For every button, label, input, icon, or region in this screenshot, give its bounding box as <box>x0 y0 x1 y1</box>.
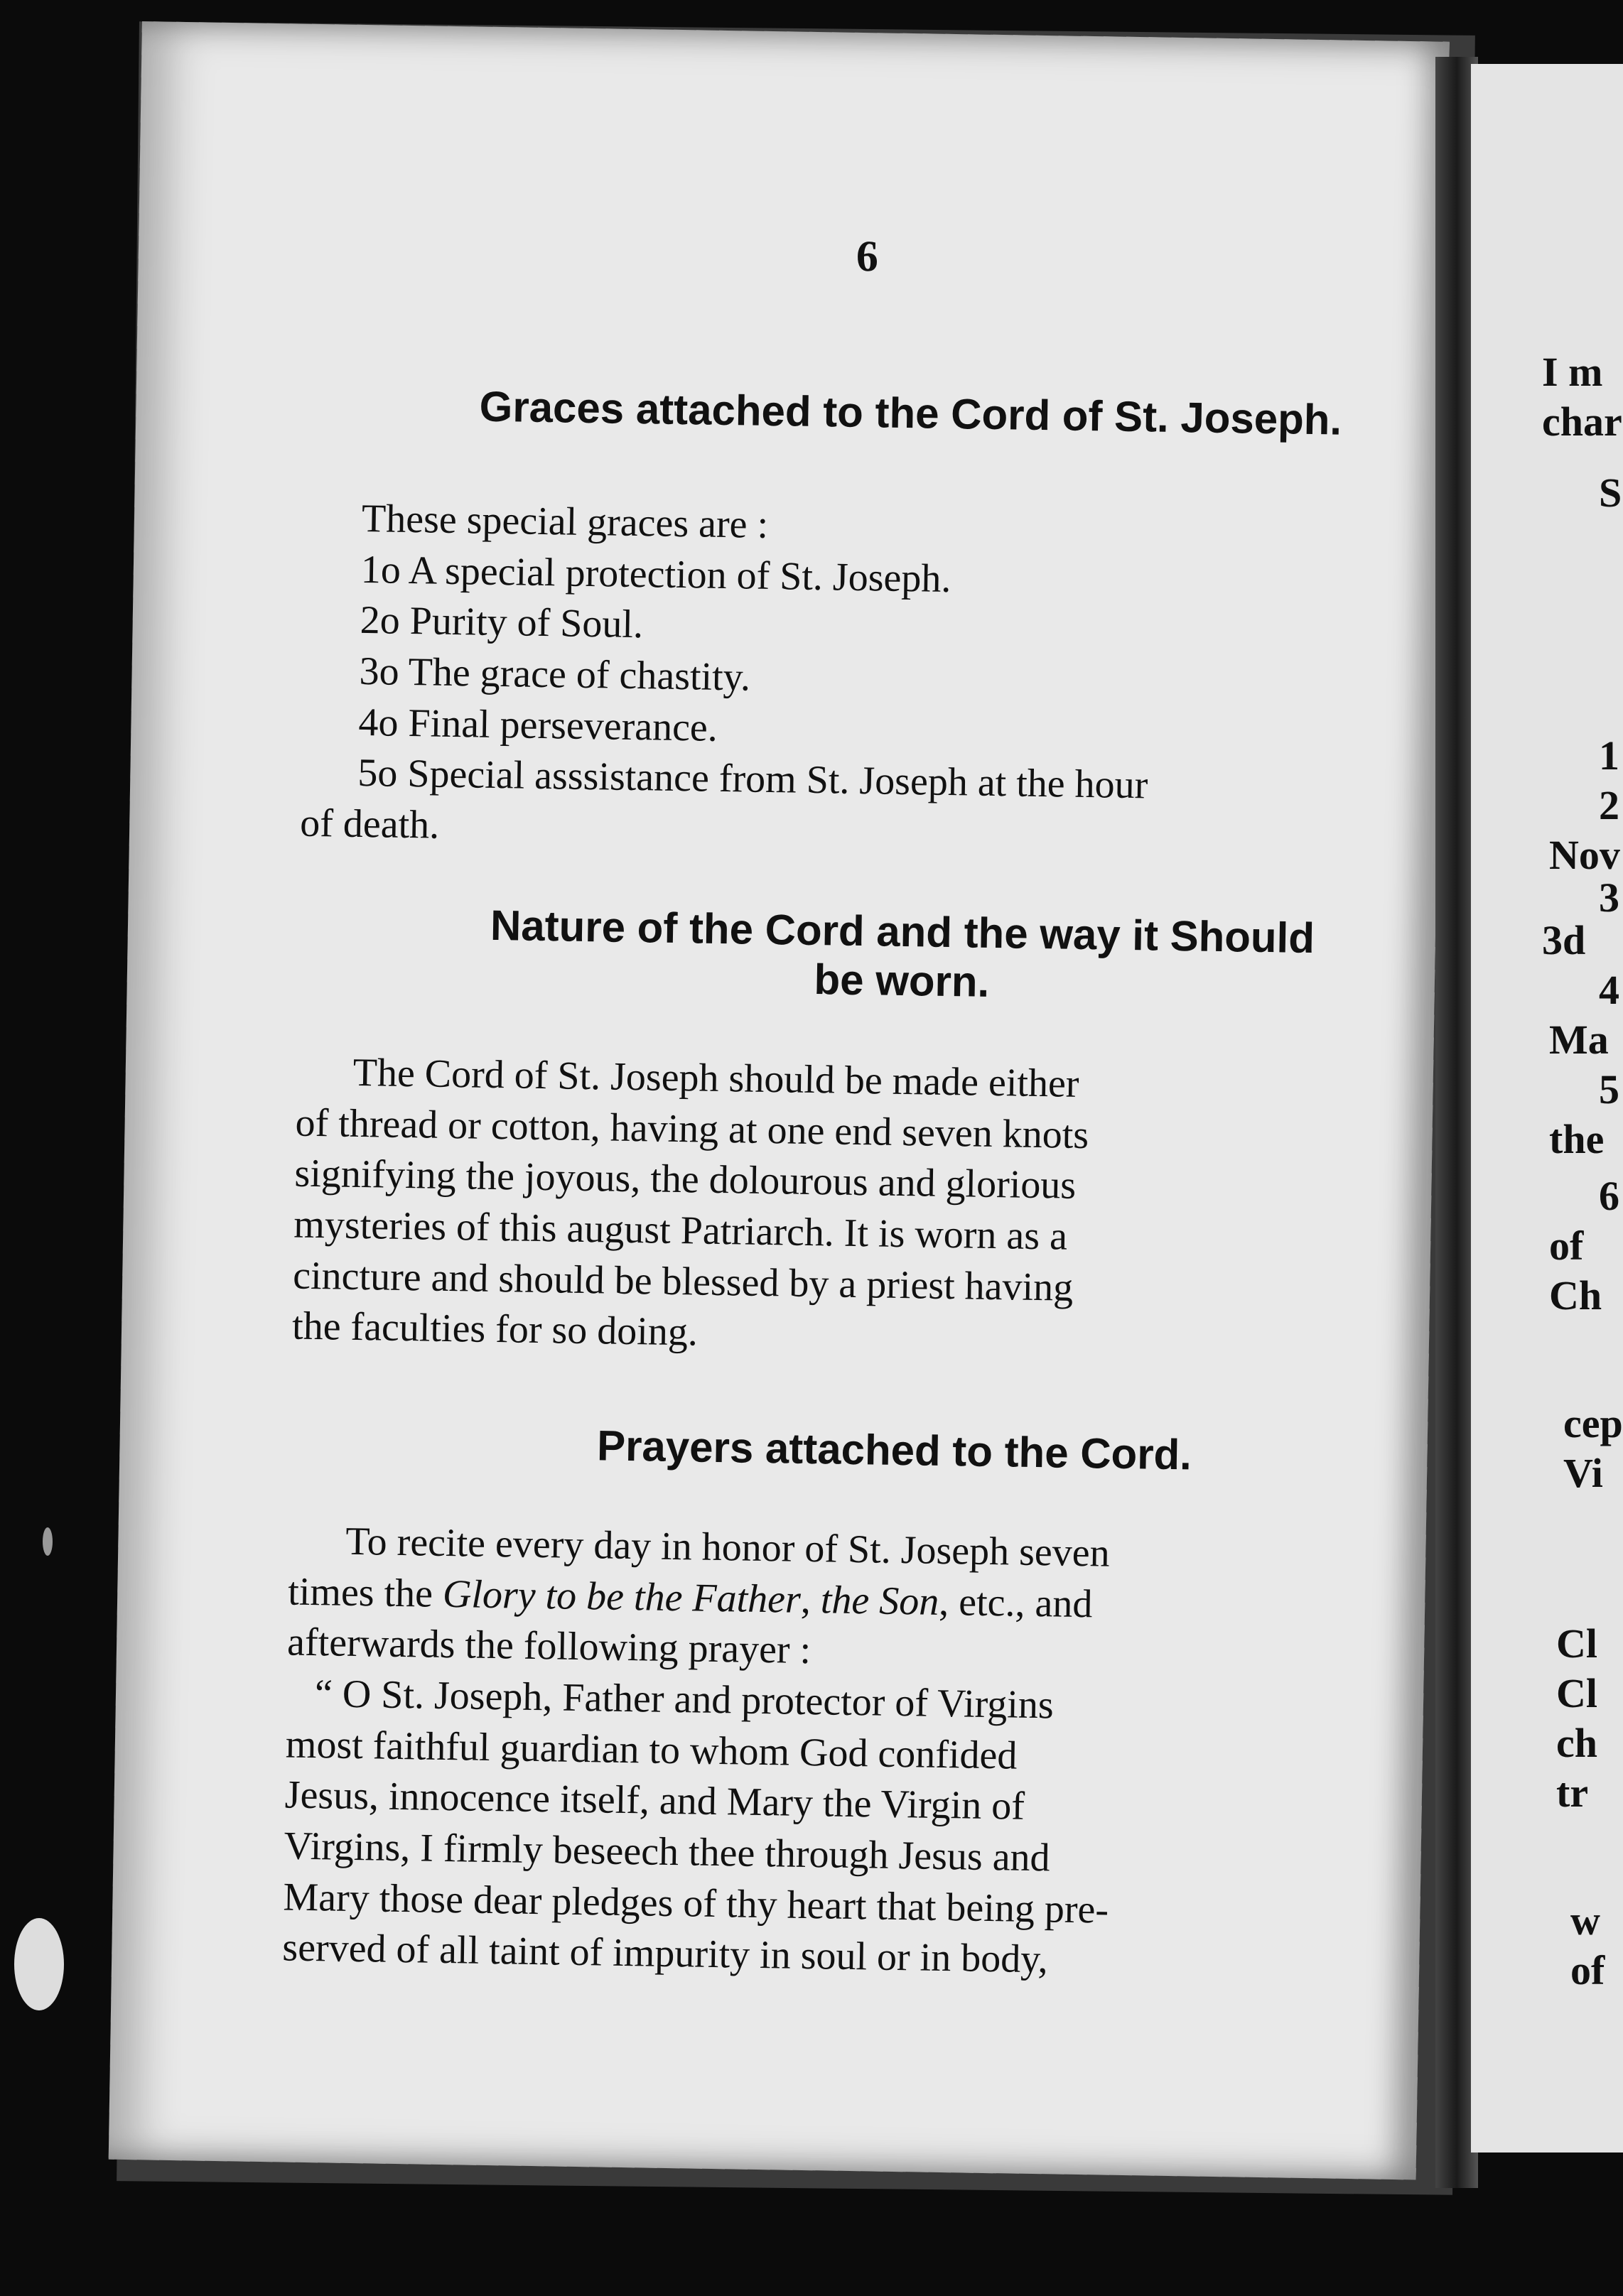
prayer-text-line: “ O St. Joseph, Father and protector of Virgins <box>314 1672 1055 1728</box>
facing-page-text: of <box>1549 1223 1584 1269</box>
nature-paragraph <box>292 1047 1505 1372</box>
facing-page-text: tr <box>1556 1770 1589 1816</box>
facing-page-text: 3d <box>1542 917 1586 963</box>
grace-item: 5o Special asssistance from St. Joseph at the hour <box>357 751 1148 808</box>
prayer-title-italic: the Son <box>820 1577 939 1624</box>
facing-page-text: Vi <box>1563 1450 1603 1496</box>
prayers-line: To recite every day in honor of St. Joseph seven <box>345 1519 1111 1576</box>
facing-page-text: ch <box>1556 1720 1597 1766</box>
facing-page-text: 6 <box>1599 1173 1619 1219</box>
facing-page-text: of <box>1570 1947 1605 1993</box>
heading-prayers: Prayers attached to the Cord. <box>596 1422 1192 1479</box>
nature-line: mysteries of this august Patriarch. It is worn as a <box>293 1202 1068 1259</box>
facing-page-text: char <box>1542 399 1622 445</box>
page-number: 6 <box>856 232 879 281</box>
facing-page-text: the <box>1549 1116 1605 1162</box>
nature-line: the faculties for so doing. <box>291 1304 699 1355</box>
facing-page-text: 1 <box>1599 732 1619 779</box>
grace-item: 4o Final perseverance. <box>358 700 718 750</box>
nature-line: The Cord of St. Joseph should be made either <box>352 1050 1079 1106</box>
graces-intro: These special graces are : <box>361 496 769 547</box>
prayer-text-line: served of all taint of impurity in soul or in body, <box>281 1925 1049 1982</box>
facing-page-text: Cl <box>1556 1670 1597 1716</box>
prayers-text: times the <box>287 1569 443 1616</box>
grace-item-continuation: of death. <box>299 801 440 848</box>
prayers-intro <box>282 1516 1497 1993</box>
facing-page-text: 5 <box>1599 1066 1619 1112</box>
facing-page-text: 4 <box>1599 967 1619 1013</box>
prayer-title-italic: Glory to be the Father <box>442 1571 802 1622</box>
facing-page-text: I m <box>1542 349 1603 395</box>
prayers-text: , <box>800 1577 821 1622</box>
scan-artifact <box>14 1918 64 2010</box>
grace-item: 1o A special protection of St. Joseph. <box>360 547 951 601</box>
facing-page-fragment <box>1471 64 1623 2152</box>
facing-page-text: 2 <box>1599 782 1619 828</box>
heading-graces: Graces attached to the Cord of St. Joseph. <box>479 382 1342 444</box>
facing-page-text: cep <box>1563 1400 1623 1446</box>
nature-line: cincture and should be blessed by a priest having <box>292 1253 1074 1310</box>
prayer-text-line: Mary those dear pledges of thy heart that being pre- <box>283 1875 1109 1932</box>
heading-nature-line-2: be worn. <box>814 955 990 1006</box>
facing-page-text: Ch <box>1549 1272 1602 1318</box>
grace-item: 3o The grace of chastity. <box>359 649 751 700</box>
facing-page-text: w <box>1570 1897 1600 1944</box>
heading-nature-line-1: Nature of the Cord and the way it Should <box>490 901 1315 963</box>
scan-artifact <box>43 1527 53 1556</box>
heading-nature <box>304 898 1499 1014</box>
facing-page-text: S <box>1599 470 1622 516</box>
facing-page-text: Nov <box>1549 832 1620 878</box>
facing-page-text: 3 <box>1599 874 1619 921</box>
prayers-line: afterwards the following prayer : <box>286 1620 812 1673</box>
nature-line: of thread or cotton, having at one end seven knots <box>295 1100 1089 1157</box>
facing-page-text: Cl <box>1556 1620 1597 1667</box>
nature-line: signifying the joyous, the dolourous and glorious <box>294 1151 1077 1208</box>
book-page <box>109 21 1450 2180</box>
prayer-text-line: Jesus, innocence itself, and Mary the Virgin of <box>284 1772 1025 1829</box>
graces-section <box>300 493 1514 868</box>
prayer-text-line: most faithful guardian to whom God confided <box>285 1722 1018 1778</box>
facing-page-text: Ma <box>1549 1017 1609 1063</box>
prayer-text-line: Virgins, I firmly beseech thee through Jesus and <box>284 1824 1051 1880</box>
grace-item: 2o Purity of Soul. <box>360 598 644 647</box>
prayers-text: , etc., and <box>938 1579 1093 1626</box>
